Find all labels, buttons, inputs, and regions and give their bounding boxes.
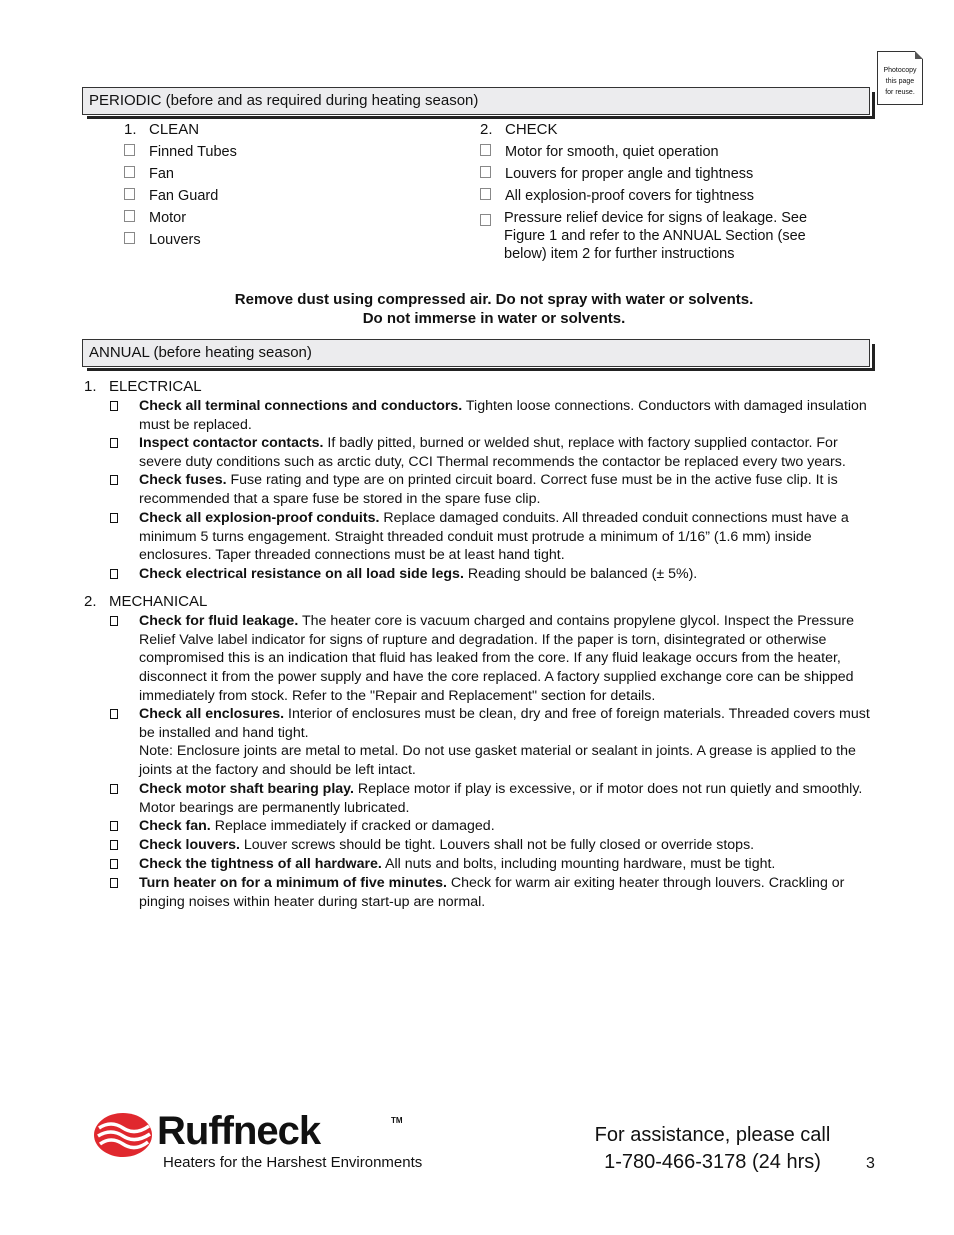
checkbox-icon[interactable] <box>480 166 491 178</box>
checkbox-icon[interactable] <box>110 784 118 794</box>
mechanical-title: 2. MECHANICAL <box>84 593 208 610</box>
mechanical-item: Check motor shaft bearing play. Replace motor if play is excessive, or if motor does not run quietly and smoothly. Motor bearings are permanently lubricated. <box>139 781 863 816</box>
mechanical-item: Turn heater on for a minimum of five minutes. Check for warm air exiting heater through louvers. Crackling or pinging noises within heater during start-up are normal. <box>139 875 845 910</box>
checkbox-icon[interactable] <box>110 401 118 411</box>
electrical-item: Check electrical resistance on all load side legs. Reading should be balanced (± 5%). <box>139 566 698 582</box>
clean-item[interactable]: Fan Guard <box>124 187 237 209</box>
photocopy-note <box>877 51 923 105</box>
flame-logo-icon <box>93 1112 153 1158</box>
mechanical-item: Check fan. Replace immediately if cracked or damaged. <box>139 818 495 834</box>
clean-item[interactable]: Motor <box>124 209 237 231</box>
checkbox-icon[interactable] <box>110 821 118 831</box>
checkbox-icon[interactable] <box>110 709 118 719</box>
checkbox-icon[interactable] <box>110 438 118 448</box>
clean-item[interactable]: Fan <box>124 165 237 187</box>
brand-name: Ruffneck <box>157 1109 321 1153</box>
mechanical-item: Check the tightness of all hardware. All nuts and bolts, including mounting hardware, must be tight. <box>139 856 776 872</box>
check-item[interactable]: Motor for smooth, quiet operation <box>480 143 825 165</box>
checkbox-icon[interactable] <box>124 232 135 244</box>
checkbox-icon[interactable] <box>124 144 135 156</box>
clean-list <box>124 143 237 253</box>
warning-line-1: Remove dust using compressed air. Do not spray with water or solvents. <box>234 291 754 308</box>
mechanical-item: Check all enclosures. Interior of enclosures must be clean, dry and free of foreign materials. Threaded covers must be installed and hand tight. Note: Enclosure joints are metal to metal. Do not use gasket material or sealant in joints. A grease is applied to the joints at the factory and should be left intact. <box>139 706 870 779</box>
assistance-phone: 1-780-466-3178 (24 hrs) <box>604 1151 821 1173</box>
clean-item[interactable]: Louvers <box>124 231 237 253</box>
electrical-item: Check fuses. Fuse rating and type are on printed circuit board. Correct fuse must be in the active fuse clip. It is recommended that a spare fuse be stored in the spare fuse clip. <box>139 472 838 507</box>
page-fold-icon <box>915 51 923 59</box>
check-item[interactable]: All explosion-proof covers for tightness <box>480 187 825 209</box>
check-item[interactable]: Pressure relief device for signs of leakage. See Figure 1 and refer to the ANNUAL Section (see below) item 2 for further instructions <box>480 209 825 263</box>
page-number: 3 <box>866 1155 875 1172</box>
clean-item[interactable]: Finned Tubes <box>124 143 237 165</box>
checkbox-icon[interactable] <box>124 210 135 222</box>
checkbox-icon[interactable] <box>110 840 118 850</box>
periodic-section-header: PERIODIC (before and as required during heating season) <box>82 87 870 115</box>
checkbox-icon[interactable] <box>110 616 118 626</box>
checkbox-icon[interactable] <box>110 859 118 869</box>
warning-line-2: Do not immerse in water or solvents. <box>362 310 626 327</box>
checkbox-icon[interactable] <box>110 878 118 888</box>
check-list <box>480 143 825 263</box>
clean-title: 1. CLEAN <box>124 121 200 138</box>
mechanical-item: Check for fluid leakage. The heater core is vacuum charged and contains propylene glycol. Inspect the Pressure Relief Valve label indicator for signs of rupture and degradation. If the paper is torn, disintegrated or otherwise compromised this is an indication that fluid has leaked from the core. If any fluid leakage occurs from the heater, disconnect it from the power supply and have the core replaced. A factory supplied exchange core can be shipped immediately from stock. Refer to the "Repair and Replacement" section for details. <box>139 613 854 704</box>
mechanical-item: Check louvers. Louver screws should be tight. Louvers shall not be fully closed or override stops. <box>139 837 755 853</box>
check-title: 2. CHECK <box>480 121 558 138</box>
checkbox-icon[interactable] <box>110 513 118 523</box>
electrical-title: 1. ELECTRICAL <box>84 378 202 395</box>
checkbox-icon[interactable] <box>480 188 491 200</box>
checkbox-icon[interactable] <box>480 214 491 226</box>
checkbox-icon[interactable] <box>110 475 118 485</box>
photocopy-line-3: for reuse. <box>885 89 915 96</box>
assistance-line-1: For assistance, please call <box>594 1124 831 1146</box>
photocopy-line-2: this page <box>885 78 915 85</box>
checkbox-icon[interactable] <box>110 569 118 579</box>
check-item[interactable]: Louvers for proper angle and tightness <box>480 165 825 187</box>
photocopy-line-1: Photocopy <box>883 67 917 74</box>
tagline: Heaters for the Harshest Environments <box>163 1154 423 1171</box>
checkbox-icon[interactable] <box>124 166 135 178</box>
trademark: TM <box>391 1116 403 1125</box>
electrical-item: Inspect contactor contacts. If badly pitted, burned or welded shut, replace with factory supplied contactor. For severe duty conditions such as arctic duty, CCI Thermal recommends the contactor be replaced every two years. <box>139 435 846 470</box>
electrical-item: Check all terminal connections and conductors. Tighten loose connections. Conductors with damaged insulation must be replaced. <box>139 398 867 433</box>
annual-section-header: ANNUAL (before heating season) <box>82 339 870 367</box>
electrical-item: Check all explosion-proof conduits. Replace damaged conduits. All threaded conduit connections must have a minimum 5 turns engagement. Straight threaded conduit must protrude a minimum of 1/16” (1.6 mm) inside enclosures. Taper threaded connections must be at least hand tight. <box>139 510 849 564</box>
ruffneck-logo <box>93 1110 463 1175</box>
checkbox-icon[interactable] <box>480 144 491 156</box>
checkbox-icon[interactable] <box>124 188 135 200</box>
